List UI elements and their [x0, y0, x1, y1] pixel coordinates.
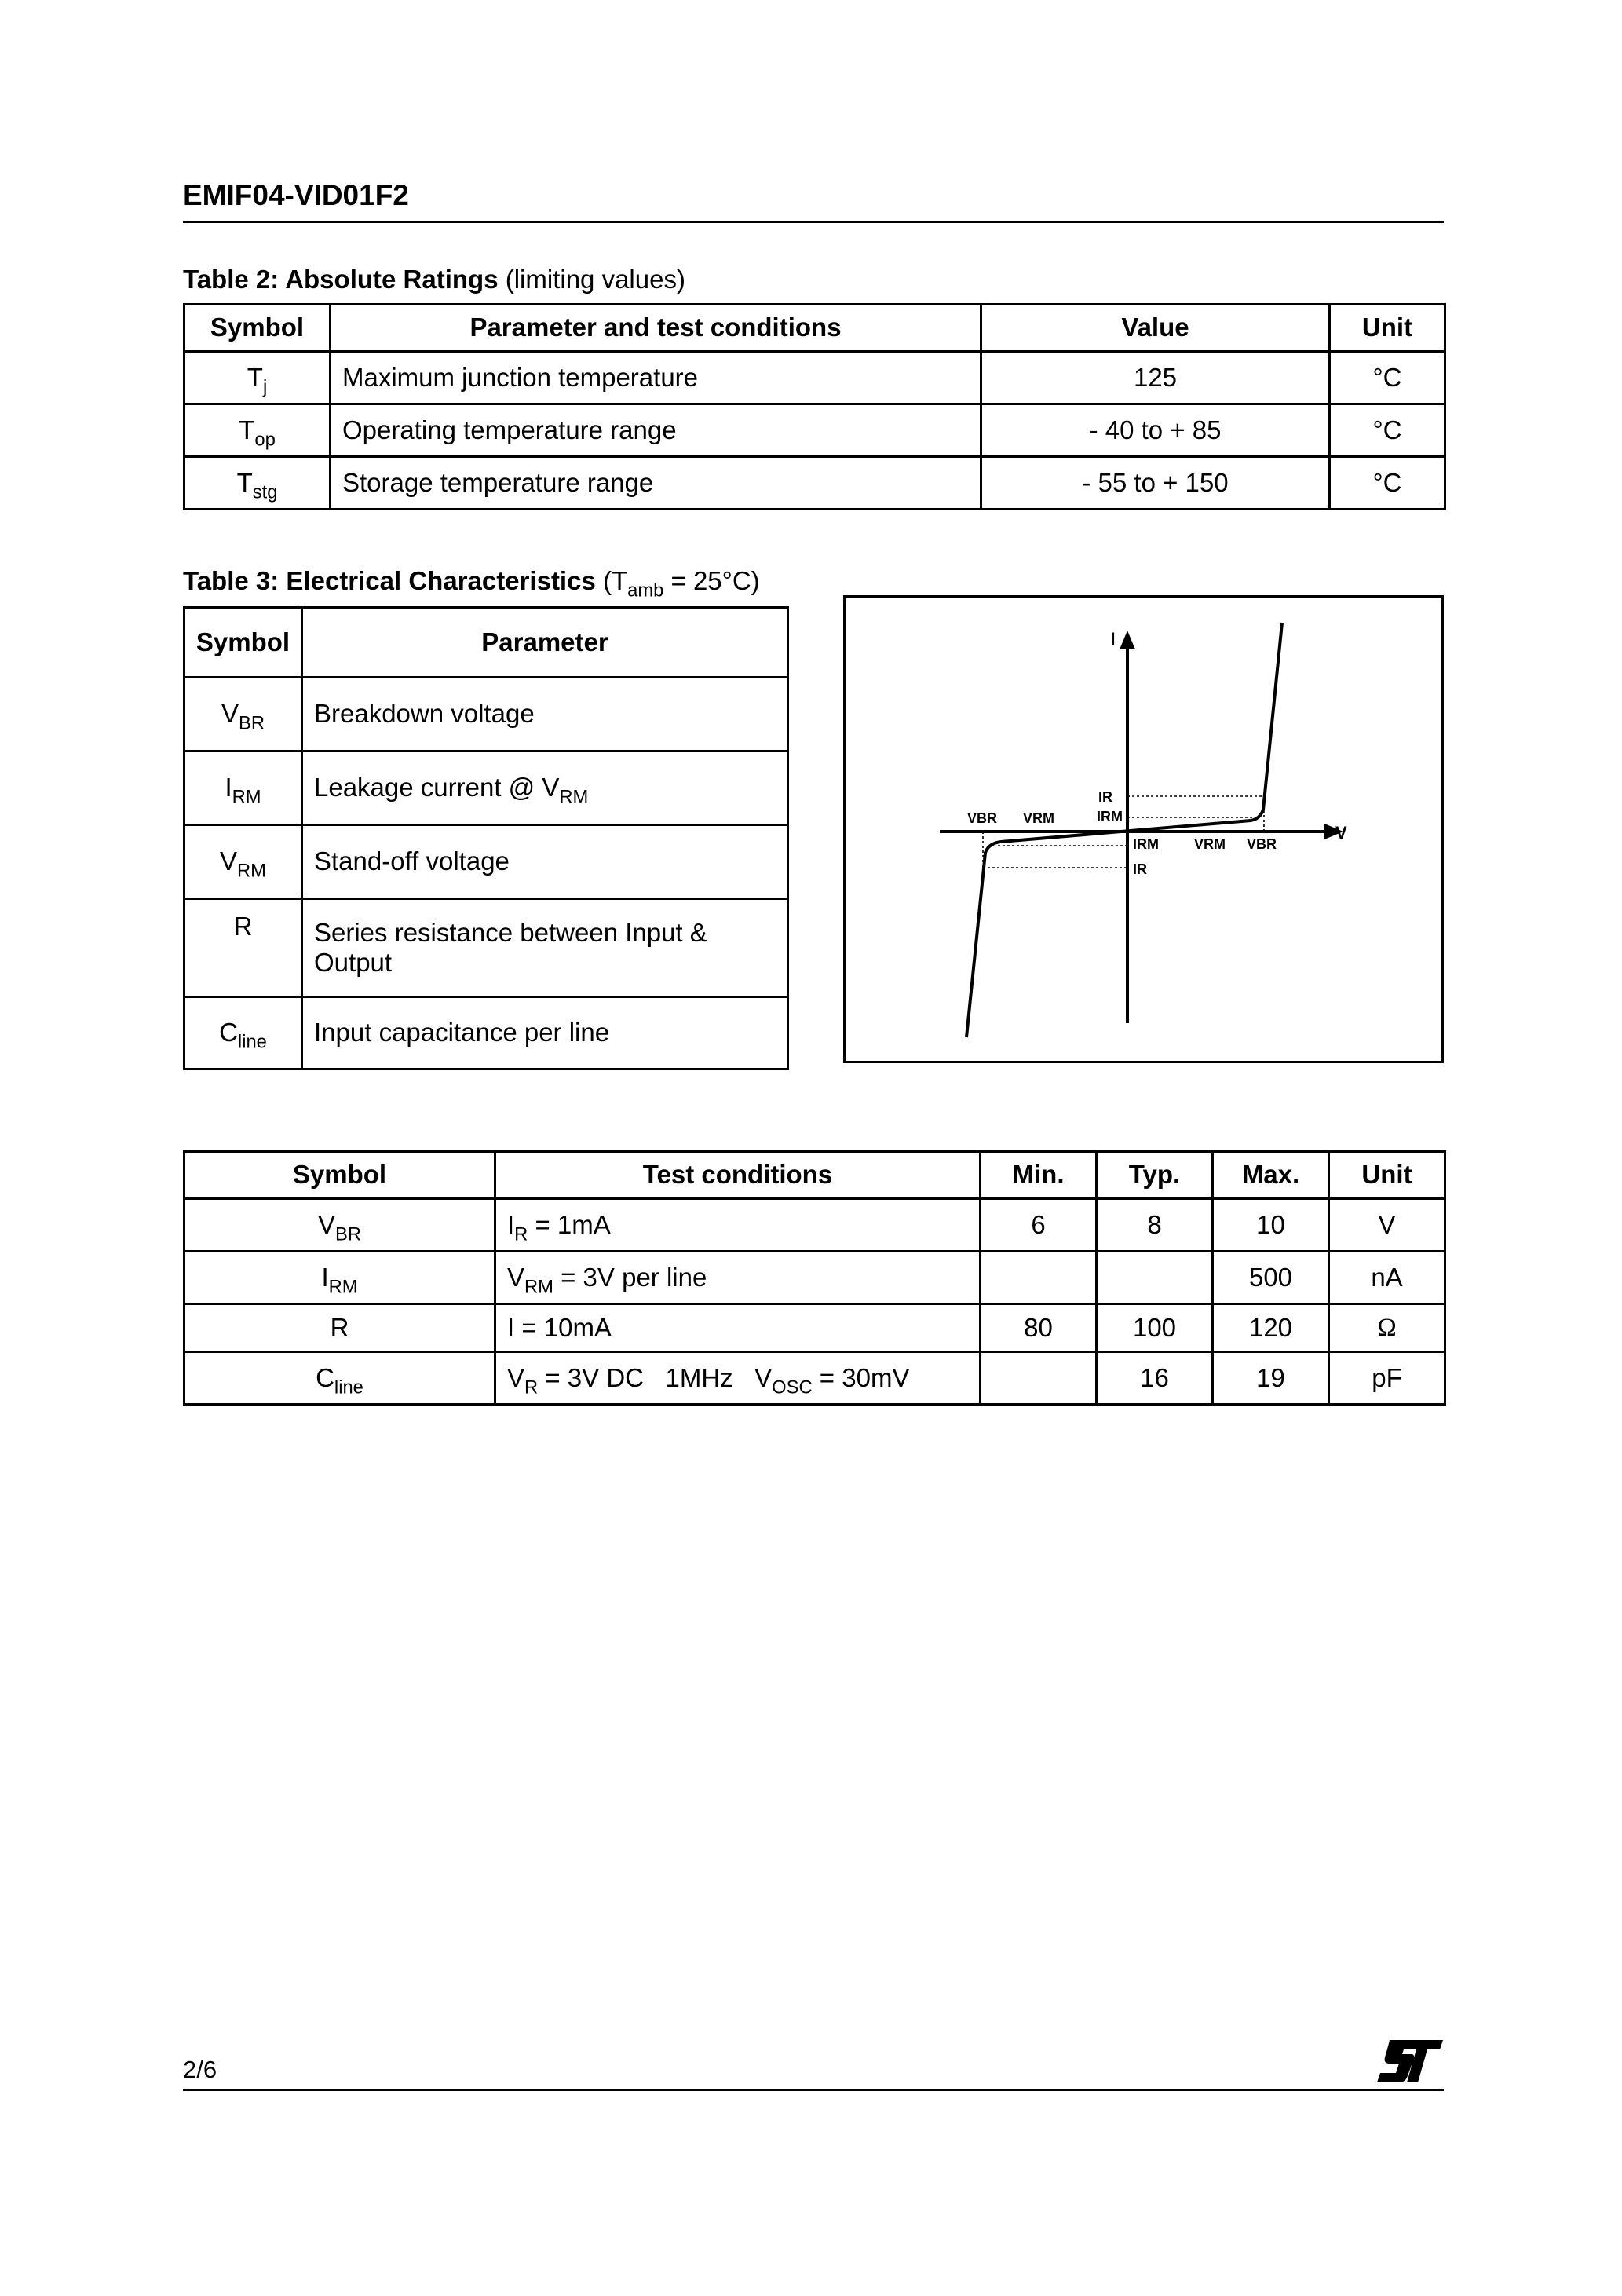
- table2-header-value: Value: [981, 305, 1330, 352]
- table-row: [184, 751, 788, 825]
- table3-symbol-cell: $V_{BR}$: [184, 678, 302, 751]
- table4-max-cell: 19: [1213, 1352, 1329, 1405]
- label-vrm-right: VRM: [1194, 836, 1226, 852]
- table4-conditions-cell: I = 10mA: [495, 1304, 981, 1352]
- table3-symbol-cell: $C_{line}$: [184, 997, 302, 1069]
- table2-unit-cell: °C: [1330, 457, 1445, 510]
- label-irm-bottom: IRM: [1133, 836, 1159, 852]
- table-row: [184, 1199, 1445, 1252]
- table2-value-cell: - 55 to + 150: [981, 457, 1330, 510]
- table4-header-symbol: Symbol: [184, 1152, 495, 1199]
- table4-symbol-cell: $I_{RM}$: [184, 1252, 495, 1304]
- table2-caption-title: Table 2: Absolute Ratings: [183, 265, 499, 294]
- electrical-values-table: [183, 1150, 1446, 1406]
- label-vbr-left: VBR: [967, 810, 998, 826]
- table4-header-row: [184, 1152, 1445, 1199]
- table3-symbol-cell: $V_{RM}$: [184, 825, 302, 899]
- table4-header-conditions: Test conditions: [495, 1152, 981, 1199]
- table2-unit-cell: °C: [1330, 352, 1445, 404]
- table2-symbol-cell: $T_j$: [184, 352, 331, 404]
- table2-caption: [183, 265, 685, 294]
- table-row: [184, 1304, 1445, 1352]
- table2-header-unit: Unit: [1330, 305, 1445, 352]
- table-row: [184, 352, 1445, 404]
- label-vrm-left: VRM: [1023, 810, 1054, 826]
- document-title: EMIF04-VID01F2: [183, 179, 409, 211]
- table4-min-cell: [981, 1252, 1097, 1304]
- absolute-ratings-table: [183, 303, 1446, 510]
- table4-typ-cell: 100: [1097, 1304, 1213, 1352]
- table3-symbol-cell: $I_{RM}$: [184, 751, 302, 825]
- table4-typ-cell: 16: [1097, 1352, 1213, 1405]
- table-row: [184, 1252, 1445, 1304]
- table4-max-cell: 120: [1213, 1304, 1329, 1352]
- table3-parameter-cell: Input capacitance per line: [302, 997, 788, 1069]
- table2-parameter-cell: Operating temperature range: [331, 404, 981, 457]
- table4-conditions-cell: $V_{RM} = 3V$ per line: [495, 1252, 981, 1304]
- page-number: 2/6: [183, 2056, 217, 2083]
- table4-header-unit: Unit: [1329, 1152, 1445, 1199]
- table-row: [184, 1352, 1445, 1405]
- label-vbr-right: VBR: [1247, 836, 1277, 852]
- table-row: [184, 678, 788, 751]
- table2-parameter-cell: Storage temperature range: [331, 457, 981, 510]
- table-row: [184, 457, 1445, 510]
- table-row: [184, 899, 788, 997]
- table3-header-parameter: Parameter: [302, 608, 788, 678]
- table3-header-row: [184, 608, 788, 678]
- table2-unit-cell: °C: [1330, 404, 1445, 457]
- table-row: [184, 825, 788, 899]
- table3-parameter-cell: Stand-off voltage: [302, 825, 788, 899]
- table3-parameter-cell: Breakdown voltage: [302, 678, 788, 751]
- table2-caption-note: (limiting values): [498, 265, 685, 294]
- table-row: [184, 997, 788, 1069]
- table3-parameter-cell: Leakage current @ $V_{RM}$: [302, 751, 788, 825]
- table4-unit-cell: nA: [1329, 1252, 1445, 1304]
- axis-label-i: I: [1111, 629, 1116, 649]
- table2-value-cell: 125: [981, 352, 1330, 404]
- table2-header-symbol: Symbol: [184, 305, 331, 352]
- table4-typ-cell: [1097, 1252, 1213, 1304]
- table4-max-cell: 500: [1213, 1252, 1329, 1304]
- footer-rule: [183, 2089, 1444, 2091]
- st-logo: [1375, 2037, 1445, 2089]
- table2-header-row: [184, 305, 1445, 352]
- table3-header-symbol: Symbol: [184, 608, 302, 678]
- table4-symbol-cell: $C_{line}$: [184, 1352, 495, 1405]
- header-rule: [183, 221, 1444, 223]
- table4-header-max: Max.: [1213, 1152, 1329, 1199]
- label-irm-top: IRM: [1097, 809, 1123, 824]
- table2-header-parameter: Parameter and test conditions: [331, 305, 981, 352]
- table4-min-cell: 80: [981, 1304, 1097, 1352]
- table2-value-cell: - 40 to + 85: [981, 404, 1330, 457]
- label-ir-top: IR: [1098, 789, 1112, 805]
- table2-symbol-cell: $T_{stg}$: [184, 457, 331, 510]
- table3-caption-title: Table 3: Electrical Characteristics: [183, 566, 596, 595]
- table4-unit-cell: pF: [1329, 1352, 1445, 1405]
- st-logo-icon: [1375, 2037, 1445, 2086]
- table4-min-cell: 6: [981, 1199, 1097, 1252]
- table-row: [184, 404, 1445, 457]
- label-ir-bottom: IR: [1133, 861, 1147, 877]
- table2-symbol-cell: $T_{op}$: [184, 404, 331, 457]
- table3-parameter-cell: Series resistance between Input & Output: [302, 899, 788, 997]
- iv-characteristic-diagram: [843, 595, 1444, 1063]
- table4-conditions-cell: $I_R = 1mA$: [495, 1199, 981, 1252]
- table4-unit-cell: V: [1329, 1199, 1445, 1252]
- table3-symbol-cell: R: [184, 899, 302, 997]
- table3-caption: Table 3: Electrical Characteristics $(T_{amb} = 25^\circ C)$: [183, 566, 760, 601]
- table4-min-cell: [981, 1352, 1097, 1405]
- table2-parameter-cell: Maximum junction temperature: [331, 352, 981, 404]
- table4-symbol-cell: $V_{BR}$: [184, 1199, 495, 1252]
- table4-typ-cell: 8: [1097, 1199, 1213, 1252]
- table4-header-typ: Typ.: [1097, 1152, 1213, 1199]
- current-axis-arrow: [1120, 631, 1135, 649]
- axis-label-v: V: [1335, 823, 1347, 843]
- table4-max-cell: 10: [1213, 1199, 1329, 1252]
- table4-header-min: Min.: [981, 1152, 1097, 1199]
- iv-curve-svg: [846, 598, 1441, 1061]
- table4-unit-cell: Ω: [1329, 1304, 1445, 1352]
- table4-conditions-cell: $V_R = 3V$ DC 1MHz $V_{OSC} = 30mV$: [495, 1352, 981, 1405]
- electrical-characteristics-table: [183, 606, 789, 1070]
- table4-symbol-cell: R: [184, 1304, 495, 1352]
